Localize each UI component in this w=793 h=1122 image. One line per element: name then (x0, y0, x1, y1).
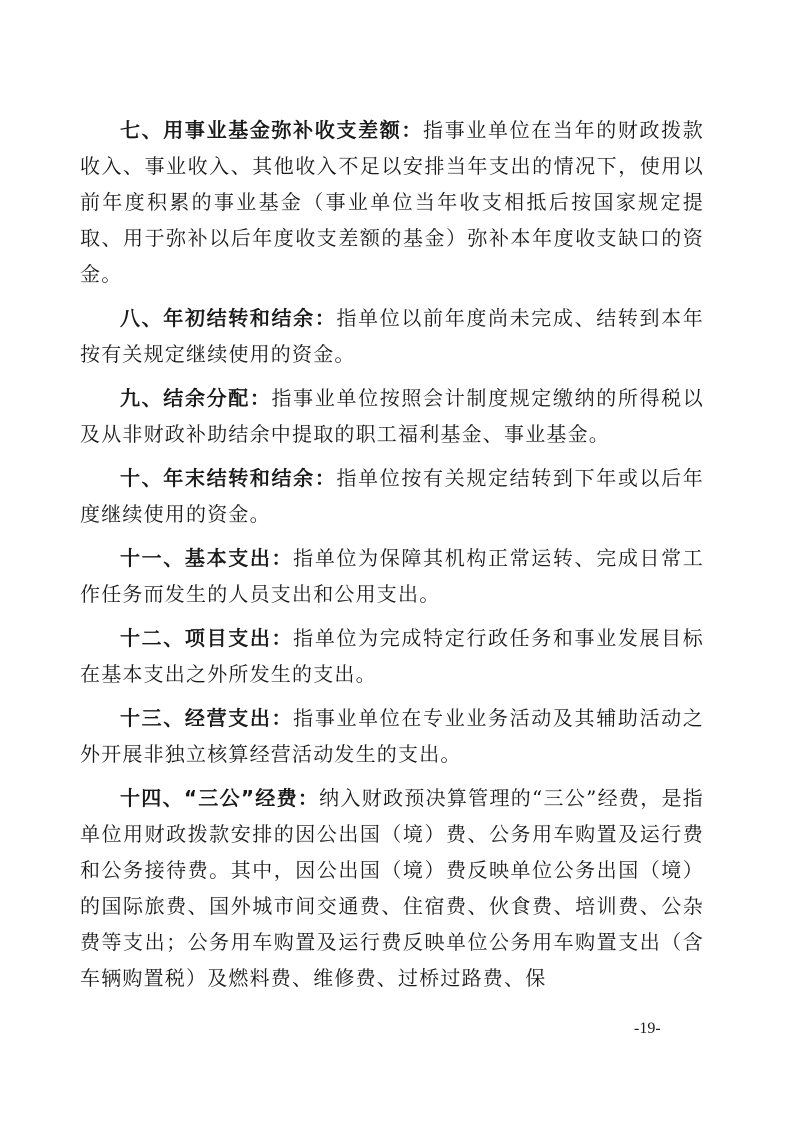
term-definition: 指事业单位在当年的财政拨款收入、事业收入、其他收入不足以安排当年支出的情况下，使用以前年度积累的事业基金（事业单位当年收支相抵后按国家规定提取、用于弥补以后年度收支差额的基金）弥补本年度收支缺口的资金。 (80, 118, 704, 286)
term-definition: 指事业单位按照会计制度规定缴纳的所得税以及从非财政补助结余中提取的职工福利基金、事业基金。 (80, 386, 705, 446)
term-definition: 指单位为完成特定行政任务和事业发展目标在基本支出之外所发生的支出。 (80, 626, 704, 686)
body-text (80, 112, 704, 1004)
term-definition: 指单位按有关规定结转到下年或以后年度继续使用的资金。 (80, 466, 705, 526)
definition-paragraph (80, 700, 704, 772)
term-heading: 十、年末结转和结余： (120, 466, 337, 490)
definition-paragraph (80, 540, 704, 612)
term-heading: 十三、经营支出： (120, 706, 294, 730)
term-heading: 八、年初结转和结余： (120, 306, 337, 330)
page-number: -19- (634, 1020, 661, 1037)
term-heading: 七、用事业基金弥补收支差额： (120, 118, 424, 142)
definition-paragraph (80, 620, 704, 692)
term-heading: 十一、基本支出： (120, 546, 294, 570)
definition-paragraph (80, 300, 704, 372)
definition-paragraph (80, 460, 704, 532)
term-definition: 纳入财政预决算管理的“三公”经费，是指单位用财政拨款安排的因公出国（境）费、公务用车购置及运行费和公务接待费。其中，因公出国（境）费反映单位公务出国（境）的国际旅费、国外城市间交通费、住宿费、伙食费、培训费、公杂费等支出；公务用车购置及运行费反映单位公务用车购置支出（含车辆购置税）及燃料费、维修费、过桥过路费、保 (80, 786, 704, 990)
term-heading: 九、结余分配： (120, 386, 272, 410)
term-definition: 指单位为保障其机构正常运转、完成日常工作任务而发生的人员支出和公用支出。 (80, 546, 704, 606)
definition-paragraph (80, 380, 704, 452)
term-heading: 十四、“三公”经费： (120, 786, 320, 810)
definition-paragraph (80, 112, 704, 292)
term-definition: 指单位以前年度尚未完成、结转到本年按有关规定继续使用的资金。 (80, 306, 705, 366)
term-heading: 十二、项目支出： (120, 626, 294, 650)
term-definition: 指事业单位在专业业务活动及其辅助活动之外开展非独立核算经营活动发生的支出。 (80, 706, 704, 766)
definition-paragraph (80, 780, 704, 996)
